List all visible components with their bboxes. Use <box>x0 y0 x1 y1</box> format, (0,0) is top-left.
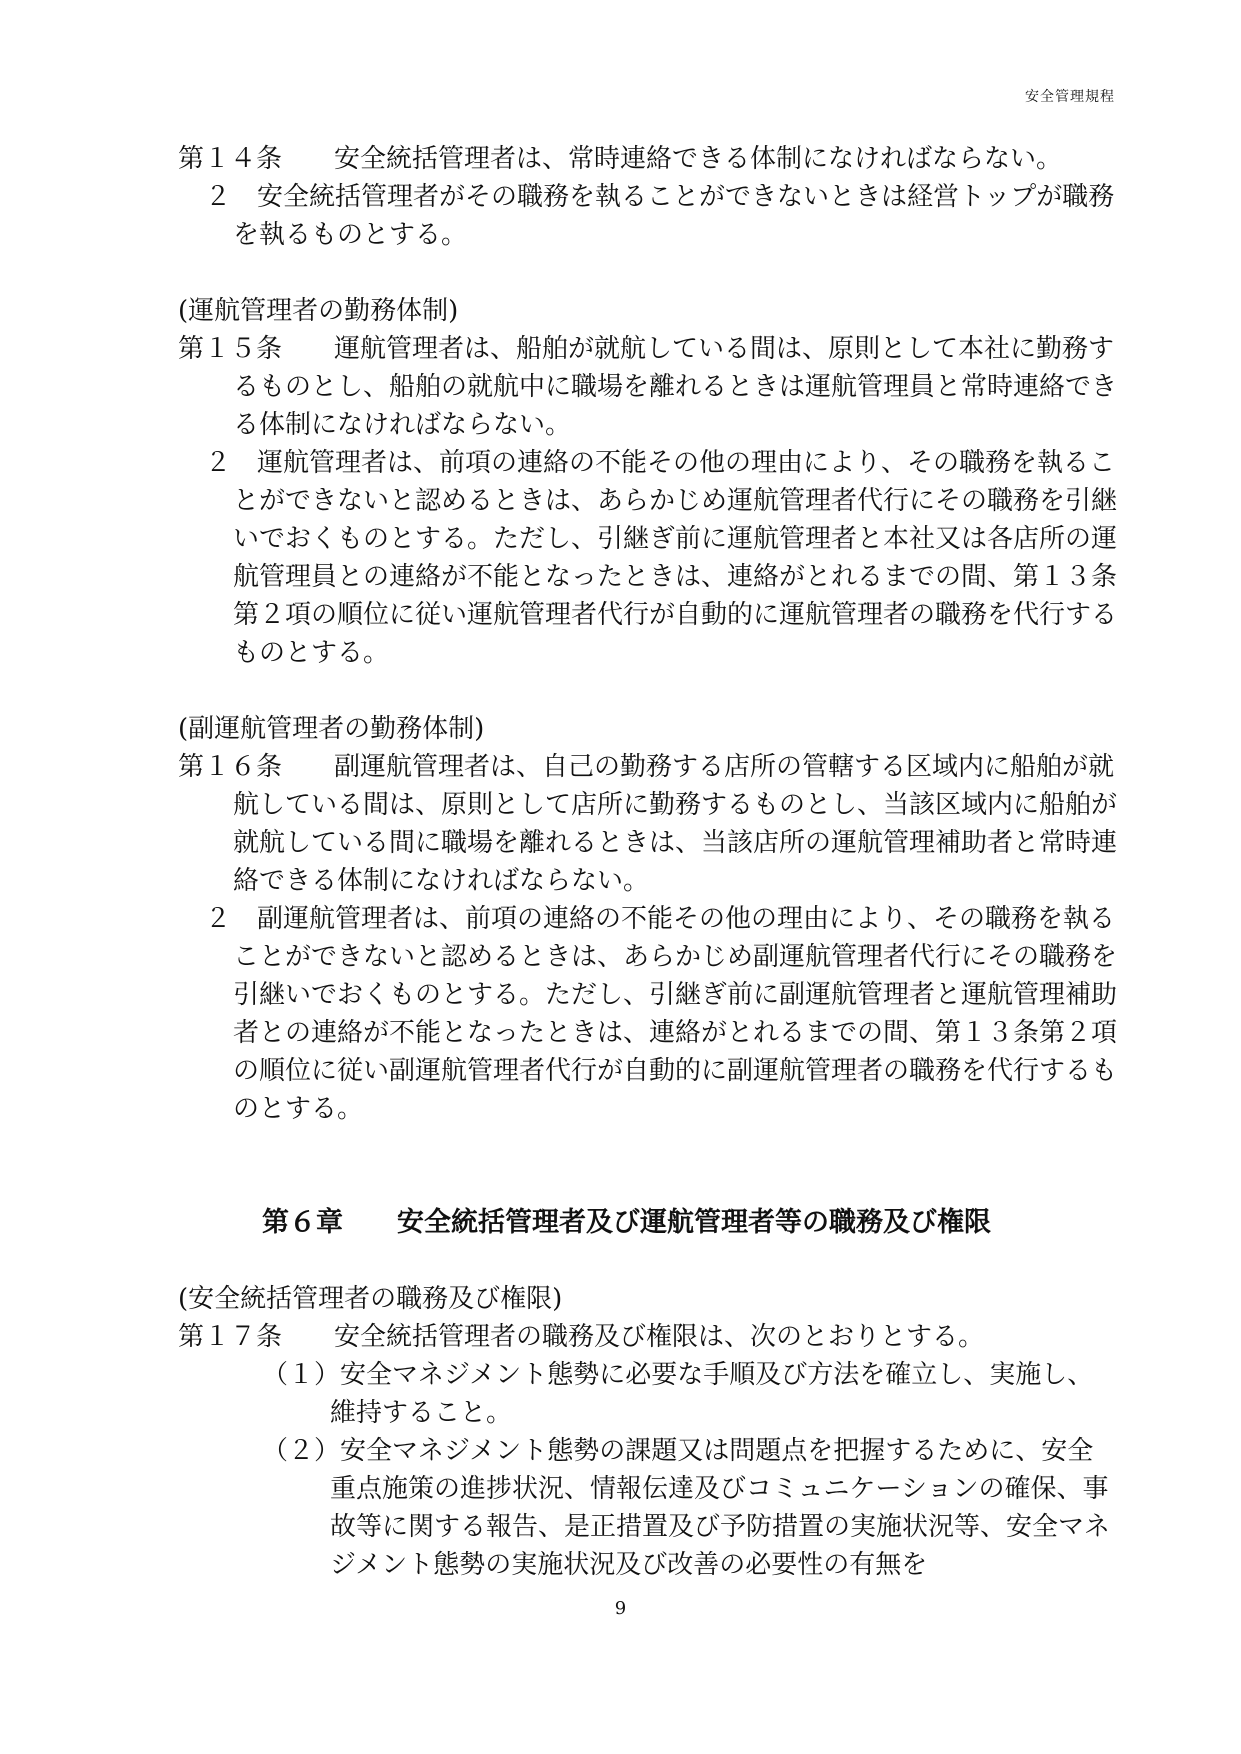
article-17-caption: (安全統括管理者の職務及び権限) <box>178 1284 563 1314</box>
article-16: 第１６条 副運航管理者は、自己の勤務する店所の管轄する区域内に船舶が就航している間は、原則として店所に勤務するものとし、当該区域内に船舶が就航している間に職場を離れるときは、当該店所の運航管理補助者と常時連絡できる体制になければならない。 <box>178 752 1118 896</box>
running-header: 安全管理規程 <box>1025 89 1115 105</box>
article-17-item-1: （１）安全マネジメント態勢に必要な手順及び方法を確立し、実施し、維持すること。 <box>262 1360 1094 1428</box>
article-17-item-2: （２）安全マネジメント態勢の課題又は問題点を把握するために、安全重点施策の進捗状況、情報伝達及びコミュニケーションの確保、事故等に関する報告、是正措置及び予防措置の実施状況等、安全マネジメント態勢の実施状況及び改善の必要性の有無を <box>262 1436 1111 1580</box>
article-16-caption: (副運航管理者の勤務体制) <box>178 714 485 744</box>
article-14: 第１４条 安全統括管理者は、常時連絡できる体制になければならない。 <box>178 144 1063 174</box>
page-number: 9 <box>614 1598 627 1619</box>
article-17: 第１７条 安全統括管理者の職務及び権限は、次のとおりとする。 <box>178 1322 985 1352</box>
spacer <box>178 672 1118 710</box>
article-16-paragraph-2: ２ 副運航管理者は、前項の連絡の不能その他の理由により、その職務を執ることができないと認めるときは、あらかじめ副運航管理者代行にその職務を引継いでおくものとする。ただし、引継ぎ前に副運航管理者と運航管理補助者との連絡が不能となったときは、連絡がとれるまでの間、第１３条第２項の順位に従い副運航管理者代行が自動的に副運航管理者の職務を代行するものとする。 <box>205 904 1118 1124</box>
chapter-heading: 第６章 安全統括管理者及び運航管理者等の職務及び権限 <box>262 1207 991 1238</box>
document-body <box>178 140 1118 1584</box>
article-15-caption: (運航管理者の勤務体制) <box>178 296 459 326</box>
spacer <box>178 254 1118 292</box>
article-14-paragraph-2: ２ 安全統括管理者がその職務を執ることができないときは経営トップが職務を執るものとする。 <box>205 182 1115 250</box>
spacer <box>178 1242 1118 1280</box>
article-15-paragraph-2: ２ 運航管理者は、前項の連絡の不能その他の理由により、その職務を執ることができないと認めるときは、あらかじめ運航管理者代行にその職務を引継いでおくものとする。ただし、引継ぎ前に運航管理者と本社又は各店所の運航管理員との連絡が不能となったときは、連絡がとれるまでの間、第１３条第２項の順位に従い運航管理者代行が自動的に運航管理者の職務を代行するものとする。 <box>205 448 1118 668</box>
article-15: 第１５条 運航管理者は、船舶が就航している間は、原則として本社に勤務するものとし、船舶の就航中に職場を離れるときは運航管理員と常時連絡できる体制になければならない。 <box>178 334 1118 440</box>
spacer <box>178 1128 1118 1204</box>
